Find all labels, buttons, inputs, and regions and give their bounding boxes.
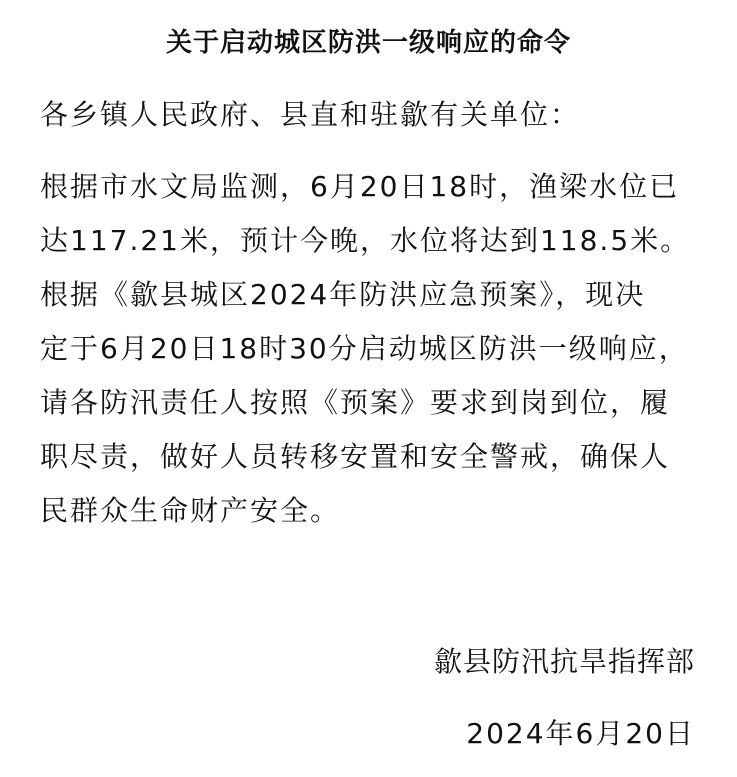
body-line: 职尽责，做好人员转移安置和安全警戒，确保人 xyxy=(40,440,671,473)
body-line: 达117.21米，预计今晚，水位将达到118.5米。 xyxy=(40,224,691,257)
body-line: 根据市水文局监测，6月20日18时，渔梁水位已 xyxy=(40,170,680,203)
issuing-authority-signature: 歙县防汛抗旱指挥部 xyxy=(433,645,695,678)
body-line: 民群众生命财产安全。 xyxy=(40,494,341,527)
issue-date: 2024年6月20日 xyxy=(466,717,695,750)
body-line: 根据《歙县城区2024年防洪应急预案》，现决 xyxy=(40,278,646,311)
document-body xyxy=(40,167,700,545)
body-line: 请各防汛责任人按照《预案》要求到岗到位，履 xyxy=(40,386,671,419)
document-salutation: 各乡镇人民政府、县直和驻歙有关单位： xyxy=(40,98,581,131)
body-line: 定于6月20日18时30分启动城区防洪一级响应， xyxy=(40,332,689,365)
document-title: 关于启动城区防洪一级响应的命令 xyxy=(165,28,571,58)
